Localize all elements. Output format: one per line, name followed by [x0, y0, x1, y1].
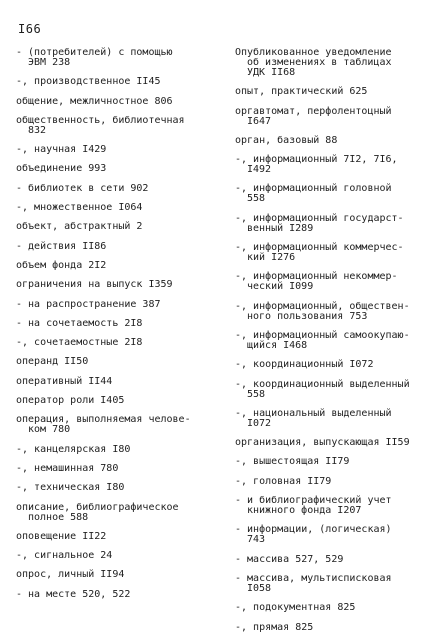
index-entry [235, 457, 431, 467]
index-entry-line: ограничения на выпуск I359 [16, 279, 173, 291]
index-entry-line: об изменениях в таблицах [247, 57, 392, 68]
index-entry [16, 261, 212, 271]
index-entry-line: -, техническая I80 [16, 482, 125, 494]
index-entry-line: - информации, (логическая) [235, 524, 392, 536]
index-entry [16, 377, 212, 387]
index-entry-line: - массива, мультисписковая [235, 572, 392, 584]
index-entry-line: -, информационный, обществен- [235, 300, 410, 312]
index-entry [235, 214, 431, 234]
index-entry [235, 136, 431, 146]
index-entry-line: -, информационный коммерчес- [235, 242, 404, 254]
index-entry-line: полное 588 [28, 511, 89, 523]
index-entry-line: -, вышестоящая II79 [235, 456, 350, 468]
index-entry [235, 331, 431, 351]
index-entry-line: операнд II50 [16, 356, 89, 368]
index-entry [235, 48, 431, 78]
index-entry [16, 396, 212, 406]
index-entry-line: оргавтомат, перфолентоцный [235, 105, 392, 117]
index-entry-line: -, подокументная 825 [235, 602, 356, 614]
index-entry [16, 242, 212, 252]
index-entry-line: ного пользования 753 [247, 310, 368, 322]
index-entry [16, 551, 212, 561]
index-entry-line: -, национальный выделенный [235, 407, 392, 419]
index-column-left [16, 48, 212, 609]
index-entry-line: УДК II68 [247, 67, 296, 78]
index-entry-line: кий I276 [247, 252, 296, 264]
index-entry-line: оператор роли I405 [16, 395, 125, 407]
index-entry-line: опыт, практический 625 [235, 86, 368, 98]
index-entry-line: - действия II86 [16, 240, 107, 252]
index-entry [16, 77, 212, 87]
index-entry-line: орган, базовый 88 [235, 134, 338, 146]
index-entry-line: Опубликованное уведомление [235, 47, 392, 58]
index-entry-line: организация, выпускающая II59 [235, 437, 410, 449]
index-entry-line: -, множественное I064 [16, 202, 143, 214]
index-entry [235, 496, 431, 516]
index-entry-line: книжного фонда I207 [247, 505, 362, 517]
index-entry-line: операция, выполняемая челове- [16, 414, 191, 426]
index-entry-line: I072 [247, 417, 272, 429]
index-entry-line: ческий I099 [247, 281, 314, 293]
index-entry [16, 503, 212, 523]
index-entry-line: - (потребителей) с помощью [16, 47, 173, 58]
index-entry [16, 570, 212, 580]
index-entry [235, 184, 431, 204]
index-entry [16, 97, 212, 107]
index-entry-line: -, канцелярская I80 [16, 443, 131, 455]
index-entry-line: - на месте 520, 522 [16, 588, 131, 600]
index-entry-line: оповещение II22 [16, 530, 107, 542]
index-entry [235, 380, 431, 400]
index-entry [235, 360, 431, 370]
index-entry-line: -, информационный самоокупаю- [235, 329, 410, 341]
index-entry-line: общение, межличностное 806 [16, 95, 173, 107]
index-entry [235, 603, 431, 613]
index-entry-line: -, координационный I072 [235, 359, 374, 371]
index-entry-line: общественность, библиотечная [16, 114, 185, 126]
index-entry-line: 558 [247, 193, 266, 205]
index-entry [16, 483, 212, 493]
index-entry-line: I647 [247, 115, 272, 127]
index-entry [16, 145, 212, 155]
index-entry [16, 415, 212, 435]
index-entry [16, 300, 212, 310]
index-entry [235, 155, 431, 175]
index-entry-line: ком 780 [28, 424, 71, 436]
index-entry [235, 623, 431, 633]
index-entry [235, 272, 431, 292]
index-entry [235, 107, 431, 127]
index-entry [16, 203, 212, 213]
index-entry [235, 477, 431, 487]
index-entry-line: - библиотек в сети 902 [16, 182, 149, 194]
index-entry [235, 409, 431, 429]
index-entry-line: -, сочетаемостные 2I8 [16, 337, 143, 349]
index-entry-line: -, сигнальное 24 [16, 550, 113, 562]
index-entry-line: объединение 993 [16, 163, 107, 175]
index-entry-line: -, прямая 825 [235, 621, 314, 633]
index-entry [16, 222, 212, 232]
index-entry [16, 280, 212, 290]
index-entry-line: - на распространение 387 [16, 298, 161, 310]
index-entry-line: -, научная I429 [16, 144, 107, 156]
index-entry [16, 464, 212, 474]
index-entry-line: венный I289 [247, 222, 314, 234]
index-entry-line: -, головная II79 [235, 475, 332, 487]
index-entry-line: - на сочетаемость 2I8 [16, 317, 143, 329]
index-entry-line: оперативный II44 [16, 375, 113, 387]
index-column-right [235, 48, 431, 642]
index-entry-line: объект, абстрактный 2 [16, 221, 143, 233]
index-entry [16, 445, 212, 455]
page-number: I66 [18, 22, 42, 36]
index-entry-line: - массива 527, 529 [235, 553, 344, 565]
index-entry-line: щийся I468 [247, 339, 308, 351]
index-entry [16, 590, 212, 600]
index-entry [235, 87, 431, 97]
index-entry-line: -, информационный некоммер- [235, 271, 398, 283]
index-entry-line: описание, библиографическое [16, 501, 179, 513]
index-entry [235, 438, 431, 448]
index-entry-line: 743 [247, 534, 266, 546]
index-entry-line: - и библиографический учет [235, 495, 392, 507]
index-entry-line: -, немашинная 780 [16, 462, 119, 474]
index-entry-line: I058 [247, 582, 272, 594]
index-entry [16, 319, 212, 329]
index-entry-line: -, информационный головной [235, 183, 392, 195]
index-entry-line: ЭВМ 238 [28, 57, 71, 68]
index-entry-line: опрос, личный II94 [16, 569, 125, 581]
index-entry [16, 164, 212, 174]
index-entry-line: -, координационный выделенный [235, 378, 410, 390]
index-entry [235, 243, 431, 263]
index-entry-line: 832 [28, 124, 47, 136]
index-entry [235, 574, 431, 594]
index-entry [16, 357, 212, 367]
index-entry [235, 525, 431, 545]
index-entry-line: -, информационный государст- [235, 212, 404, 224]
index-entry [16, 532, 212, 542]
index-entry [16, 116, 212, 136]
index-entry-line: объем фонда 2I2 [16, 259, 107, 271]
index-entry [16, 48, 212, 68]
index-entry-line: 558 [247, 388, 266, 400]
index-entry-line: -, производственное II45 [16, 76, 161, 88]
index-entry-line: I492 [247, 164, 272, 176]
index-entry [235, 302, 431, 322]
index-entry [16, 338, 212, 348]
index-entry [16, 184, 212, 194]
index-entry [235, 555, 431, 565]
index-entry-line: -, информационный 7I2, 7I6, [235, 154, 398, 166]
